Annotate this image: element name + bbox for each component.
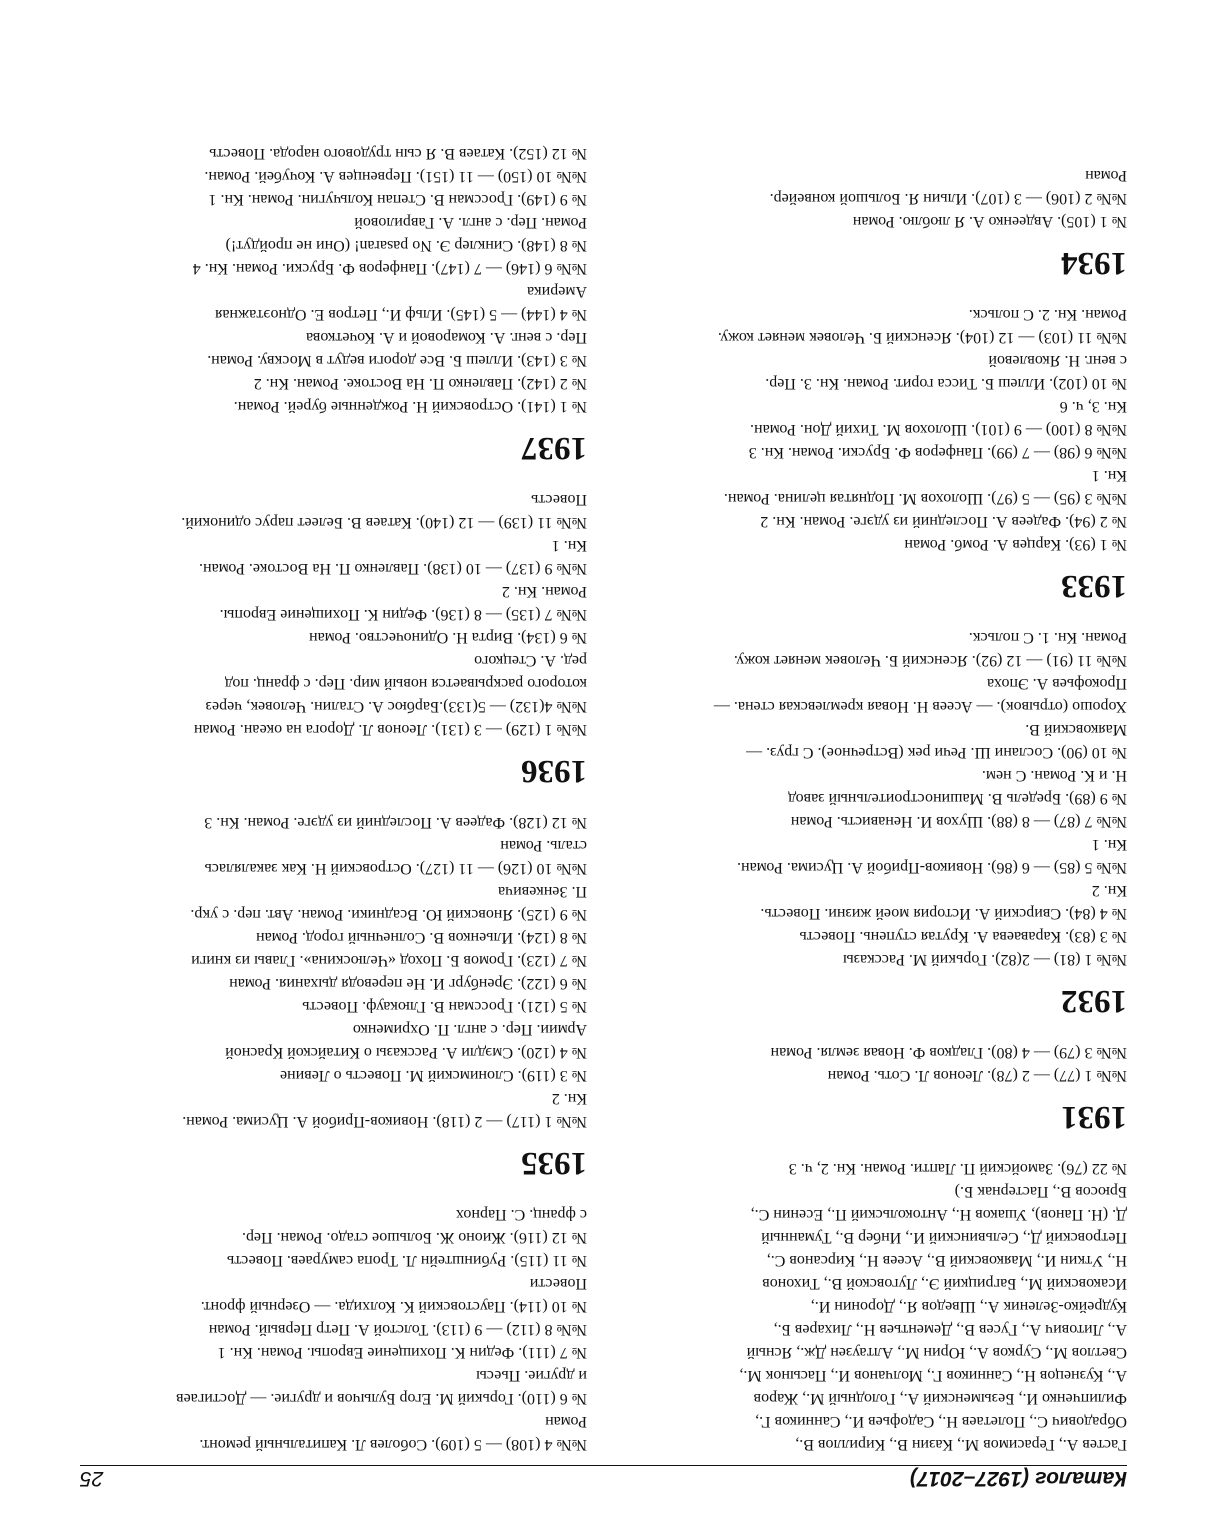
entry-text: Леонов Л. Дорога на океан. Роман: [193, 721, 432, 738]
issue-number: № 7 (111).: [518, 1344, 587, 1361]
issue-number: № 4 (120).: [517, 1044, 587, 1061]
catalog-entry: [67, 972, 587, 995]
entry-text: Карцев А. Ромб. Роман: [904, 536, 1066, 553]
catalog-entry: [67, 926, 587, 949]
issue-number: № 8 (124).: [517, 929, 587, 946]
issue-number: № 6 (134).: [517, 629, 587, 646]
entry-text: Синклер Э. No pasaran! (Они не пройдут!) Роман. Пер. с англ. А. Гавриловой: [225, 214, 587, 254]
issue-number: №№ 6 (98) — 7 (99).: [987, 444, 1127, 461]
catalog-entry: [67, 488, 587, 534]
catalog-entry: [627, 533, 1127, 556]
catalog-entry: [627, 948, 1127, 971]
catalog-entry: [627, 395, 1127, 441]
year-heading: 1937: [521, 430, 587, 466]
issue-number: №№ 6 (146) — 7 (147).: [431, 260, 587, 277]
entry-text: Шолохов М. Тихий Дон. Роман. Кн. 3, ч. 6: [750, 398, 1127, 438]
entry-text: Катаев В. Белеет парус одинокий. Повесть: [181, 491, 587, 531]
issue-number: № 4 (84).: [1065, 905, 1127, 922]
issue-number: №№ 7 (87) — 8 (88).: [987, 813, 1127, 830]
entry-text: Шолохов М. Поднятая целина. Роман. Кн. 1: [723, 467, 1127, 507]
entry-text: Ильф И., Петров Е. Одноэтажная Америка: [215, 283, 587, 323]
issue-number: №№ 1 (77) — 2 (78).: [987, 1067, 1127, 1084]
catalog-entry: [67, 649, 587, 718]
catalog-entry: [627, 1157, 1127, 1180]
entry-text: Свирский А. История моей жизни. Повесть. Кн. 2: [760, 882, 1127, 922]
issue-number: №№ 1 (129) — 3 (131).: [431, 721, 587, 738]
issue-number: № 9 (89).: [1065, 790, 1127, 807]
entry-text: Сослани Ш. Речи рек (Встречное). С груз. — Маяковский В. Хорошо (отрывок). — Асеев Н. Новая кремлевская стена. — Прокофьев А. Эпоха: [713, 675, 1127, 761]
issue-number: №№ 8 (100) — 9 (101).: [971, 421, 1127, 438]
issue-number: №№ 3 (79) — 4 (80).: [987, 1044, 1127, 1061]
catalog-entry: [67, 142, 587, 165]
catalog-entry: [67, 1272, 587, 1318]
issue-number: №№ 4 (108) — 5 (109).: [431, 1436, 587, 1453]
catalog-entry: [67, 1018, 587, 1064]
entry-text: Иллеш Б. Все дороги ведут в Москву. Роман. Пер. с венг. А. Комаровой и А. Кочеткова: [207, 329, 587, 369]
entry-text: Фадеев А. Последний из удэге. Роман. Кн. 2: [760, 513, 1066, 530]
catalog-entry: [67, 1087, 587, 1133]
catalog-entry: [67, 1341, 587, 1364]
issue-number: № 12 (128).: [509, 814, 587, 831]
catalog-entry: [627, 303, 1127, 349]
catalog-entry: [67, 995, 587, 1018]
entry-text: Ясенский Б. Человек меняет кожу. Роман. Кн. 2. С польск.: [717, 306, 1127, 346]
entry-text: Гроссман В. Степан Кольчугин. Роман. Кн. 1: [208, 191, 518, 208]
issue-number: №№ 1 (81) — 2(82).: [991, 951, 1127, 968]
issue-number: №№ 9 (137) — 10 (138).: [423, 560, 587, 577]
entry-text: Замойский П. Лапти. Роман. Кн. 2, ч. 3: [788, 1160, 1058, 1177]
issue-number: № 3 (143).: [517, 352, 587, 369]
entry-text: Павленко П. На Востоке. Роман. Кн. 2: [253, 375, 518, 392]
page-title: Каталог (1927–2017): [910, 1467, 1127, 1490]
catalog-entry: [627, 164, 1127, 210]
issue-number: №№ 11 (139) — 12 (140).: [415, 514, 587, 531]
year-heading: 1932: [1061, 983, 1127, 1019]
year-heading: 1935: [521, 1145, 587, 1181]
catalog-entry: [67, 811, 587, 834]
catalog-entry: [627, 833, 1127, 879]
entry-text: Иллеш Б. Тисса горит. Роман. Кн. 3. Пер. с венг. Н. Яковлевой: [765, 352, 1127, 392]
issue-number: № 12 (116).: [509, 1229, 587, 1246]
catalog-entry: [67, 211, 587, 257]
entry-text: Смэдли А. Рассказы о Китайской Красной Армии. Пер. с англ. П. Охрименко: [225, 1021, 587, 1061]
catalog-entry: [627, 626, 1127, 672]
catalog-entry: [67, 326, 587, 372]
issue-number: №№ 10 (126) — 11 (127).: [415, 860, 587, 877]
issue-number: № 2 (142).: [517, 375, 587, 392]
catalog-entry: [627, 349, 1127, 395]
page-number: 25: [80, 1467, 104, 1490]
entry-text: Новиков-Прибой А. Цусима. Роман. Кн. 2: [182, 1090, 587, 1130]
entry-text: Фадеев А. Последний из удэге. Роман. Кн. 3: [204, 814, 510, 831]
catalog-entry: [67, 1203, 587, 1249]
entry-text: Толстой А. Петр Первый. Роман: [208, 1321, 433, 1338]
header-divider: [80, 1465, 1127, 1466]
catalog-entry: [67, 1318, 587, 1341]
catalog-entry: [627, 925, 1127, 948]
year-heading: 1933: [1061, 568, 1127, 604]
issue-number: №№ 2 (106) — 3 (107).: [971, 190, 1127, 207]
entry-text: Ясенский Б. Человек меняет кожу. Роман. Кн. 1. С польск.: [733, 629, 1127, 669]
right-column: [67, 142, 587, 1456]
entry-text: Островский Н. Как закалялась сталь. Роман: [204, 837, 587, 877]
issue-number: № 7 (123).: [517, 952, 587, 969]
issue-number: № 11 (115).: [510, 1252, 587, 1269]
issue-number: № 1 (105).: [1057, 213, 1127, 230]
catalog-entry: [627, 510, 1127, 533]
catalog-entry: [67, 534, 587, 580]
entry-text: Панферов Ф. Бруски. Роман. Кн. 4: [192, 260, 432, 277]
entry-text: Гроссман В. Глюкауф. Повесть: [302, 998, 518, 1015]
issue-number: № 9 (125).: [517, 906, 587, 923]
entry-text: Ильин Я. Большой конвейер. Роман: [769, 167, 1127, 207]
year-heading: 1934: [1061, 245, 1127, 281]
catalog-entry: [627, 1041, 1127, 1064]
issue-number: № 10 (102).: [1049, 375, 1127, 392]
catalog-entry: [627, 879, 1127, 925]
issue-number: №№ 11 (91) — 12 (92).: [971, 652, 1127, 669]
entry-text: Горький М. Егор Булычов и другие. — Достигаев и другие. Пьесы: [176, 1367, 587, 1407]
issue-number: № 1 (141).: [517, 398, 587, 415]
catalog-entry: [67, 580, 587, 626]
catalog-entry: [67, 165, 587, 188]
entry-text: Павленко П. На Востоке. Роман. Кн. 1: [199, 537, 587, 577]
issue-number: №№ 11 (103) — 12 (104).: [955, 329, 1127, 346]
issue-number: № 9 (149).: [517, 191, 587, 208]
catalog-entry: [627, 441, 1127, 464]
issue-number: № 6 (122).: [517, 975, 587, 992]
entry-text: Рубинштейн Л. Тропа самураев. Повесть: [226, 1252, 511, 1269]
issue-number: №№ 3 (95) — 5 (97).: [987, 490, 1127, 507]
catalog-entry: [67, 949, 587, 972]
entry-text: Вирта Н. Одиночество. Роман: [309, 629, 518, 646]
entry-text: Гладков Ф. Новая земля. Роман: [770, 1044, 988, 1061]
catalog-entry: [67, 1364, 587, 1410]
entry-text: Федин К. Похищение Европы. Роман. Кн. 1: [217, 1344, 519, 1361]
year-heading: 1931: [1061, 1099, 1127, 1135]
left-column: [627, 164, 1127, 1456]
entry-text: Первенцев А. Кочубей. Роман.: [204, 168, 416, 185]
year-heading: 1936: [521, 753, 587, 789]
catalog-entry: [67, 372, 587, 395]
catalog-entry: [67, 395, 587, 418]
catalog-entry: [67, 257, 587, 280]
entry-text: Панферов Ф. Бруски. Роман. Кн. 3: [748, 444, 988, 461]
catalog-entry: [67, 1249, 587, 1272]
entry-text: Соболев Л. Капитальный ремонт. Роман: [199, 1413, 587, 1453]
issue-number: № 8 (148).: [517, 237, 587, 254]
catalog-entry: [67, 880, 587, 926]
catalog-entry: [67, 834, 587, 880]
catalog-entry: [627, 764, 1127, 810]
catalog-entry: [627, 464, 1127, 510]
catalog-entry: [627, 672, 1127, 764]
catalog-entry: [627, 1064, 1127, 1087]
issue-number: №№ 5 (85) — 6 (86).: [987, 859, 1127, 876]
issue-number: № 2 (94).: [1065, 513, 1127, 530]
issue-number: №№ 8 (112) — 9 (113).: [432, 1321, 587, 1338]
issue-number: №№ 7 (135) — 8 (136).: [431, 606, 587, 623]
catalog-entry: [67, 718, 587, 741]
catalog-entry: [627, 810, 1127, 833]
issue-number: № 1 (93).: [1065, 536, 1127, 553]
issue-number: № 4 (144) — 5 (145).: [446, 306, 587, 323]
issue-number: №№ 4(132) — 5(133).: [439, 698, 587, 715]
catalog-entry: [67, 626, 587, 649]
catalog-entry: [627, 210, 1127, 233]
entry-text: Островский Н. Рожденные бурей. Роман.: [233, 398, 518, 415]
entry-text: Барбюс А. Сталин. Человек, через которого раскрывается новый мир. Пер. с франц. под ред. А. Стецкого: [205, 652, 587, 715]
issue-number: №№ 1 (117) — 2 (118).: [432, 1113, 587, 1130]
issue-number: № 5 (121).: [517, 998, 587, 1015]
entry-text: Караваева А. Крутая ступень. Повесть: [799, 928, 1066, 945]
entry-text: Ильенков В. Солнечный город. Роман: [256, 929, 518, 946]
issue-number: № 22 (76).: [1057, 1160, 1127, 1177]
issue-number: № 3 (119).: [517, 1067, 587, 1084]
catalog-entry: [67, 1064, 587, 1087]
issue-number: № 12 (152).: [509, 145, 587, 162]
issue-number: № 10 (90).: [1057, 744, 1127, 761]
entry-text: Яновский Ю. Всадники. Роман. Авт. пер. с укр. П. Зенкевича: [190, 883, 587, 923]
page-header: [80, 1468, 1127, 1490]
entry-text: Авдеенко А. Я люблю. Роман: [852, 213, 1058, 230]
entry-text: Жионо Ж. Большое стадо. Роман. Пер. с франц. С. Парнох: [241, 1206, 587, 1246]
issue-number: №№ 10 (150) — 11 (151).: [415, 168, 587, 185]
entry-text: Эренбург И. Не переводя дыхания. Роман: [229, 975, 518, 992]
catalog-entry: [67, 280, 587, 326]
entry-text: Леонов Л. Соть. Роман: [827, 1067, 988, 1084]
entry-text: Паустовский К. Колхида. — Озерный фронт. Повести: [200, 1275, 587, 1315]
catalog-text: Гастев А., Герасимов М., Казин В., Кириллов В., Обрадович С., Полетаев Н., Садофьев И., Санников Г., Филипченко И., Безыменский А., Голодный М., Жаров А., Кузнецов Н., Санников Г., Молчанов И., Пасынок М., Светлов М., Сурков А., Юрин М., Алтаузен Дж., Ясный А., Литович А., Гусев В., Дементьев Н., Лихарев Б., Кудрейко-Зеленик А., Шведов Я., Доронин И., Исаковский М., Багрицкий Э., Луговской В., Тихонов Н., Уткин И., Маяковский В., Асеев Н., Кирсанов С., Петровский Д., Сельвинский И., Инбер В., Туманный Д. (Н. Панов), Ушаков Н., Антокольский П., Есенин С., Брюсов В., Пастернак Б.): [739, 1183, 1127, 1453]
entry-text: Бредель В. Машиностроительный завод Н. и К. Роман. С нем.: [787, 767, 1127, 807]
entry-text: Горький М. Рассказы: [842, 951, 992, 968]
entry-text: Федин К. Похищение Европы. Роман. Кн. 2: [219, 583, 587, 623]
catalog-entry: [67, 1410, 587, 1456]
entry-text: Катаев В. Я сын трудового народа. Повесть: [209, 145, 510, 162]
entry-text: Слонимский М. Повесть о Левине: [280, 1067, 518, 1084]
issue-number: № 10 (114).: [509, 1298, 587, 1315]
catalog-entry: [67, 188, 587, 211]
entry-text: Громов Б. Поход «Челюскина». Главы из книги: [191, 952, 518, 969]
issue-number: № 6 (110).: [517, 1390, 587, 1407]
entry-text: Шухов И. Ненависть. Роман: [790, 813, 988, 830]
issue-number: № 3 (83).: [1065, 928, 1127, 945]
entry-text: Новиков-Прибой А. Цусима. Роман. Кн. 1: [737, 836, 1127, 876]
